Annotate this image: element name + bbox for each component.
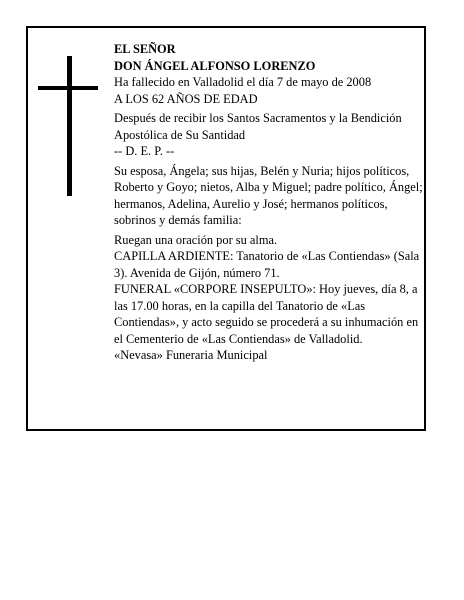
death-date: Ha fallecido en Valladolid el día 7 de mayo de 2008 xyxy=(114,75,372,89)
funeral-info: FUNERAL «CORPORE INSEPULTO»: Hoy jueves, día 8, a las 17.00 horas, en la capilla del Tanatorio de «Las Contiendas», y acto seguido se procederá a su inhumación en el Cementerio de «Las Contiendas» de Valladolid. xyxy=(114,282,419,346)
funeral-home: «Nevasa» Funeraria Municipal xyxy=(114,348,268,362)
sacraments-line: Después de recibir los Santos Sacramentos y la Bendición Apostólica de Su Santidad xyxy=(114,111,402,142)
obituary-notice xyxy=(26,26,426,431)
deceased-name: DON ÁNGEL ALFONSO LORENZO xyxy=(114,58,316,73)
chapel-info: CAPILLA ARDIENTE: Tanatorio de «Las Contiendas» (Sala 3). Avenida de Gijón, número 71. xyxy=(114,249,420,280)
prayer-request: Ruegan una oración por su alma. xyxy=(114,232,278,247)
cross-vertical-bar xyxy=(67,56,72,196)
age-line: A LOS 62 AÑOS DE EDAD xyxy=(114,91,258,106)
title-line-1: EL SEÑOR xyxy=(114,42,176,56)
family-list: Su esposa, Ángela; sus hijas, Belén y Nuria; hijos políticos, Roberto y Goyo; nietos, Alba y Miguel; padre político, Ángel; hermanos, Adelina, Aurelio y José; hermanos políticos, sobrinos y demás familia: xyxy=(114,163,423,227)
rip-line: -- D. E. P. -- xyxy=(114,144,175,158)
cross-horizontal-bar xyxy=(38,86,98,90)
obituary-text xyxy=(114,41,426,364)
